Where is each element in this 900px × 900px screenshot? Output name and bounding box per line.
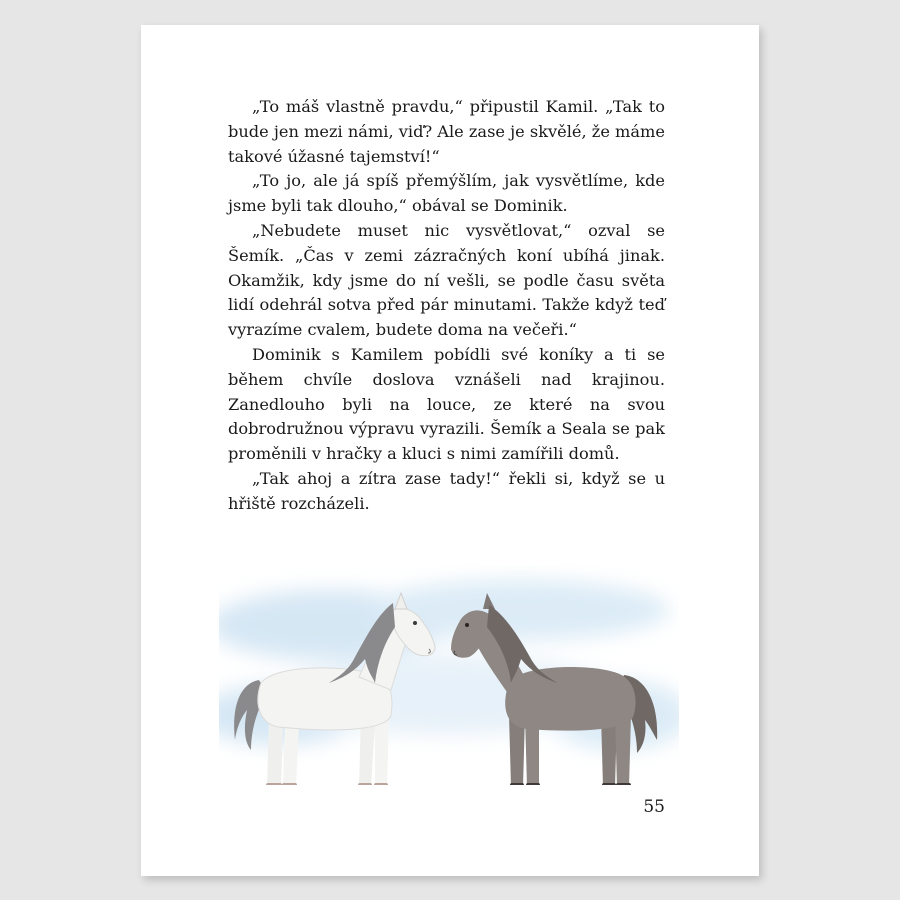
paragraph-1: „To máš vlastně pravdu,“ připustil Kamil. „Tak to bude jen mezi námi, viď? Ale zase je skvělé, že máme takové úžasné tajemství!“ <box>228 97 665 166</box>
paragraph-2: „To jo, ale já spíš přemýšlím, jak vysvětlíme, kde jsme byli tak dlouho,“ obával se Dominik. <box>228 171 665 216</box>
two-horses-illustration <box>219 565 679 785</box>
book-page <box>141 25 759 876</box>
paragraph-4: Dominik s Kamilem pobídli své koníky a ti se během chvíle doslova vznášeli nad krajinou. Zanedlouho byli na louce, ze které na svou dobrodružnou výpravu vyrazili. Šemík a Seala se pak proměnili v hračky a kluci s nimi zamířili domů. <box>228 344 665 464</box>
story-text <box>228 95 665 517</box>
paragraph-5: „Tak ahoj a zítra zase tady!“ řekli si, když se u hřiště rozcházeli. <box>228 468 665 513</box>
page-number: 55 <box>643 797 665 817</box>
paragraph-3: „Nebudete muset nic vysvětlovat,“ ozval se Šemík. „Čas v zemi zázračných koní ubíhá jinak. Okamžik, kdy jsme do ní vešli, se podle času světa lidí odehrál sotva před pár minutami. Takže když teď vyrazíme cvalem, budete doma na večeři.“ <box>228 220 665 340</box>
